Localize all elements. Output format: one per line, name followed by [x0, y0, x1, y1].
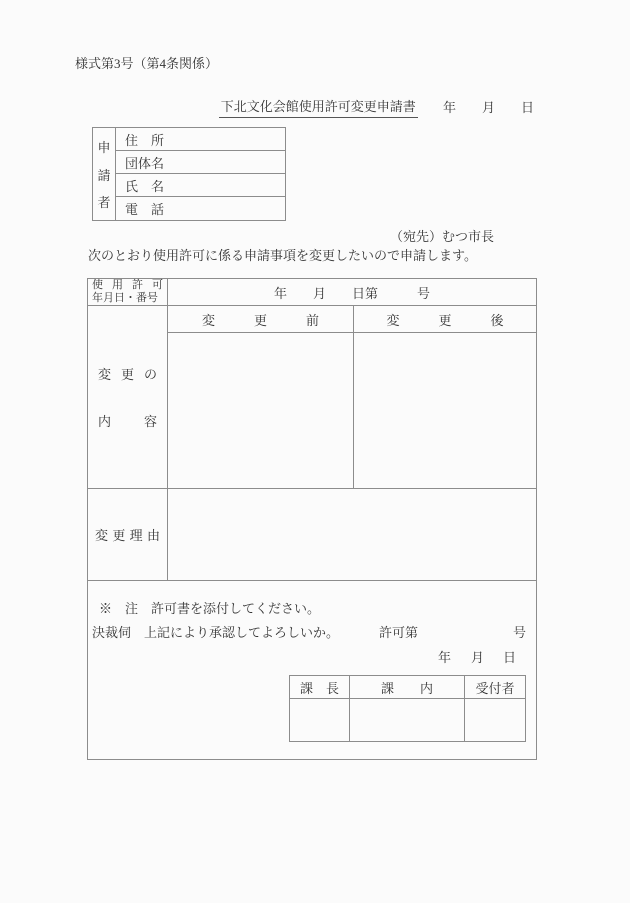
permit-label-line1: 使 用 許 可 [92, 279, 163, 291]
approval-date-day: 日 [503, 650, 517, 665]
applicant-char: 申 [97, 139, 111, 155]
stamp-cell-section [350, 699, 465, 741]
permit-label-line2: 年月日・番号 [92, 292, 158, 304]
permit-date-number-label [88, 279, 168, 306]
stamp-header-section: 課 内 [350, 676, 465, 699]
stamp-header-section-chief: 課 長 [290, 676, 350, 699]
addressee-line: （宛先）むつ市長 [390, 229, 495, 244]
before-change-header: 変 更 前 [168, 306, 354, 333]
top-date-line: 年 月 日 [443, 100, 535, 115]
attachment-note: ※ 注 許可書を添付してください。 [99, 601, 321, 616]
applicant-table [92, 127, 286, 221]
change-content-label [88, 306, 168, 489]
approval-date-year: 年 [438, 650, 452, 665]
permit-date-number-value: 年 月 日第 号 [168, 279, 536, 306]
stamp-header-receptionist: 受付者 [465, 676, 525, 699]
applicant-row-phone: 電 話 [125, 202, 165, 217]
form-number: 様式第3号（第4条関係） [75, 56, 219, 71]
applicant-char: 者 [97, 195, 111, 211]
approval-question: 決裁伺 上記により承認してよろしいか。 [92, 625, 340, 640]
change-table [87, 278, 537, 760]
permit-number-suffix: 号 [513, 625, 527, 640]
approval-date-month: 月 [471, 650, 485, 665]
applicant-row-name: 氏 名 [116, 174, 285, 197]
page-title-text: 下北文化会館使用許可変更申請書 [219, 99, 418, 118]
change-content-label-line1: 変 更 の [98, 367, 157, 382]
permit-number-prefix: 許可第 [379, 625, 419, 640]
stamp-table [289, 675, 526, 742]
before-change-field [168, 333, 354, 489]
approval-section [88, 581, 536, 759]
after-change-field [354, 333, 536, 489]
change-content-label-line2: 内 容 [98, 414, 157, 429]
change-reason-label: 変 更 理 由 [88, 489, 168, 581]
applicant-row-organization: 団体名 [116, 151, 285, 174]
applicant-row-address: 住 所 [116, 128, 285, 151]
stamp-cell-receptionist [465, 699, 525, 741]
change-reason-field [168, 489, 536, 581]
page-title [0, 83, 630, 118]
stamp-cell-section-chief [290, 699, 350, 741]
applicant-group-label [93, 128, 116, 220]
after-change-header: 変 更 後 [354, 306, 536, 333]
applicant-char: 請 [97, 167, 111, 183]
intro-sentence: 次のとおり使用許可に係る申請事項を変更したいので申請します。 [88, 248, 477, 263]
